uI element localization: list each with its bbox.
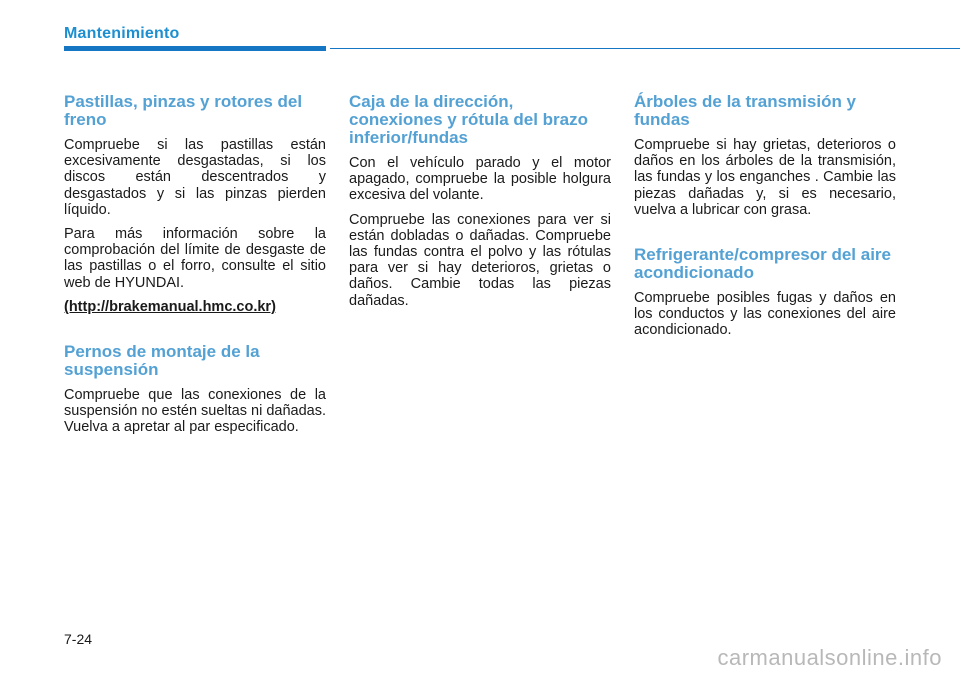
header-rule-thick [64, 46, 326, 51]
column-2 [349, 93, 611, 317]
paragraph: Compruebe las conexiones para ver si están dobladas o dañadas. Compruebe las fundas contra el polvo y las rótulas para ver si hay deterioros, grietas o daños. Cambie todas las piezas dañadas. [349, 211, 611, 309]
section-label: Mantenimiento [64, 25, 180, 42]
watermark: carmanualsonline.info [717, 645, 942, 670]
paragraph: Compruebe que las conexiones de la suspensión no estén sueltas ni dañadas. Vuelva a apretar al par especificado. [64, 387, 326, 436]
paragraph: Para más información sobre la comprobación del límite de desgaste de las pastillas o el forro, consulte el sitio web de HYUNDAI. [64, 226, 326, 291]
column-1 [64, 93, 326, 444]
paragraph: Compruebe posibles fugas y daños en los conductos y las conexiones del aire acondicionado. [634, 290, 896, 339]
paragraph: Compruebe si hay grietas, deterioros o daños en los árboles de la transmisión, las fundas y los enganches . Cambie las piezas dañadas y, si es necesario, vuelva a lubricar con grasa. [634, 137, 896, 218]
heading-ac: Refrigerante/compresor del aire acondicionado [634, 245, 891, 283]
heading-driveshafts: Árboles de la transmisión y fundas [634, 92, 857, 129]
brake-manual-link[interactable]: (http://brakemanual.hmc.co.kr) [64, 298, 276, 315]
heading-brakes: Pastillas, pinzas y rotores del freno [64, 92, 303, 129]
paragraph: Compruebe si las pastillas están excesivamente desgastadas, si los discos están descentrados y desgastados y si las pinzas pierden líquido. [64, 137, 326, 218]
header-rule-thin [330, 48, 960, 49]
page-number: 7-24 [64, 631, 93, 647]
column-3 [634, 93, 896, 347]
paragraph: Con el vehículo parado y el motor apagado, compruebe la posible holgura excesiva del volante. [349, 155, 611, 204]
heading-steering: Caja de la dirección, conexiones y rótula del brazo inferior/fundas [349, 92, 589, 147]
heading-suspension: Pernos de montaje de la suspensión [64, 342, 260, 380]
